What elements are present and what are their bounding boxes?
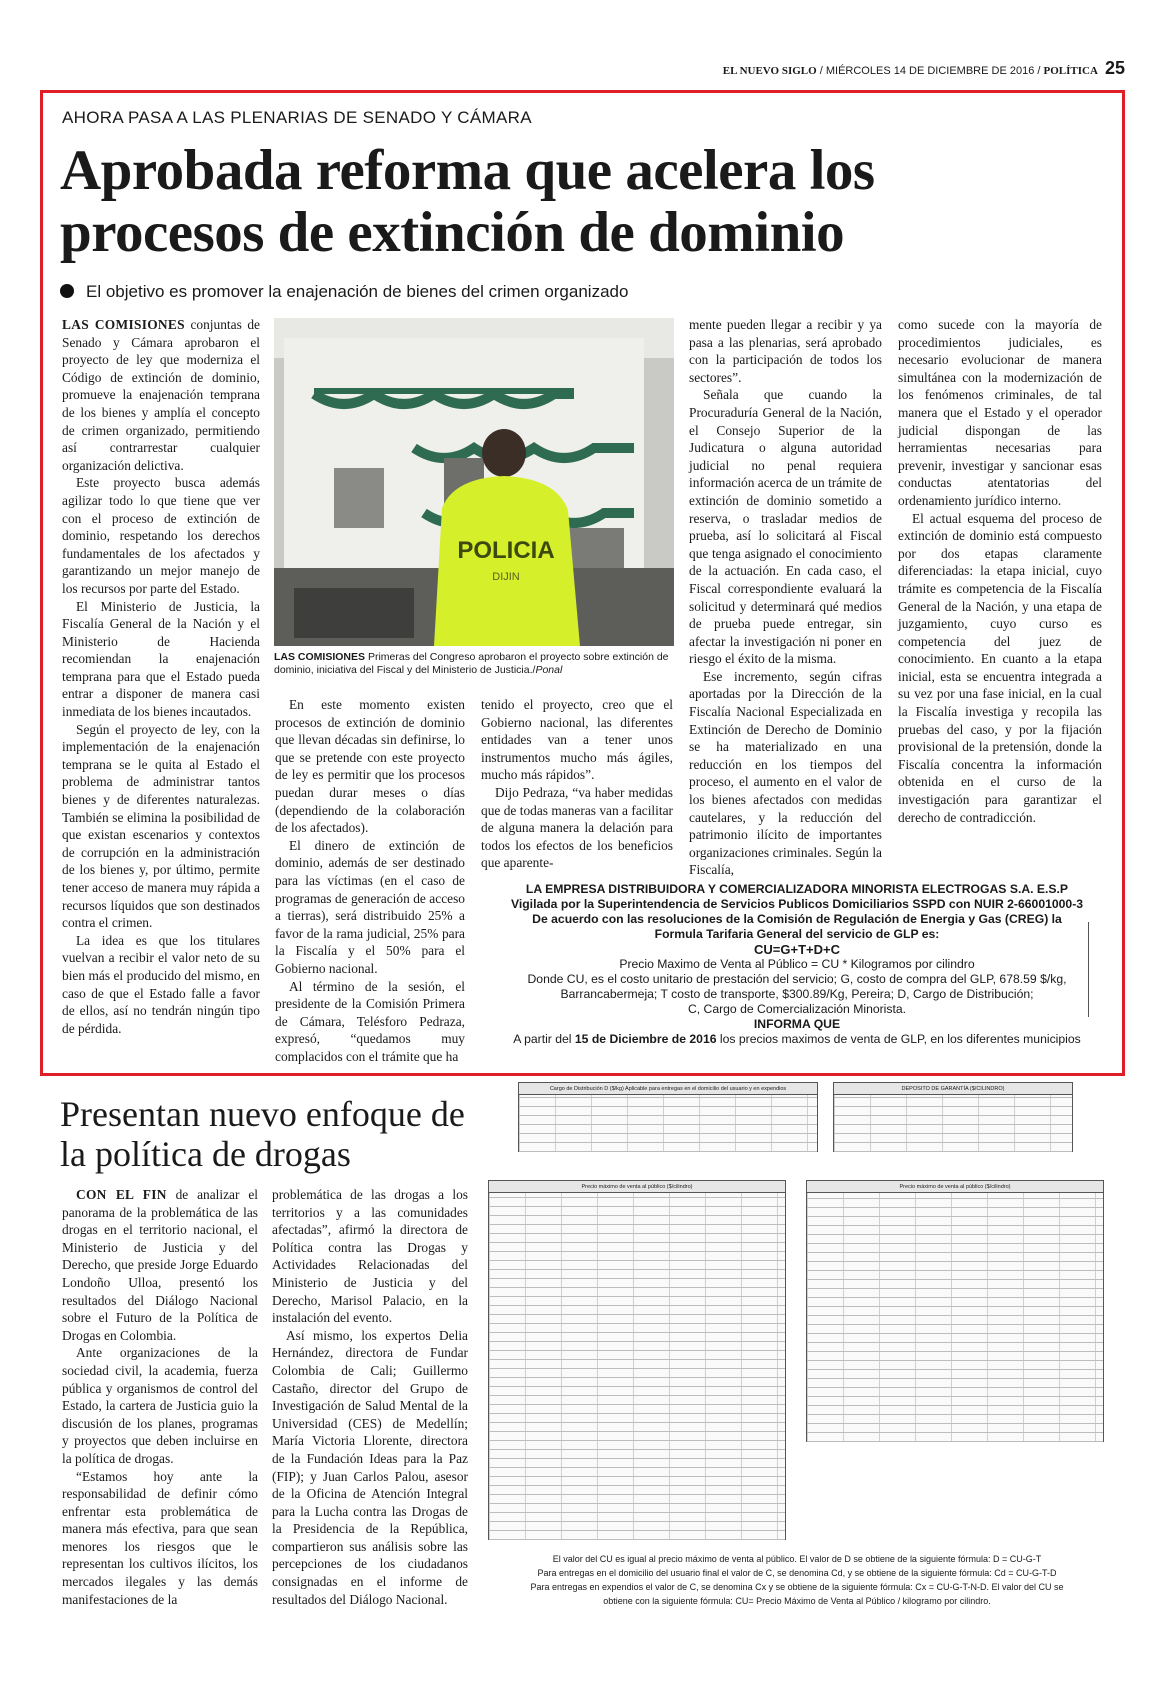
- price-tables: [488, 1082, 1106, 1642]
- paper-name: EL NUEVO SIGLO: [722, 65, 817, 77]
- caption-credit: Ponal: [535, 664, 563, 676]
- story1-paragraph: Según el proyecto de ley, con la implementación de la enajenación temprana se le quita al Estado el problema de administrar tantos bienes y de diferentes naturalezas. También se elimina la posibilidad de que existan escenarios y contextos de corrupción en la administración de los bienes y, por último, permite tener acceso de manera muy rápida a recursos líquidos que son destinados contra el crimen.: [62, 721, 260, 931]
- story2-column-2: [272, 1186, 468, 1608]
- story1-column-3: [481, 696, 673, 872]
- story1-paragraph: Señala que cuando la Procuraduría General de la Nación, el Consejo Superior de la Judicatura o alguna autoridad judicial no penal requiera información acerca de un trámite de extinción de dominio sometido a reserva, o trasladar medios de prueba, así lo solicitará al Fiscal que tenga asignado el conocimiento de la actuación. En cada caso, el Fiscal correspondiente evaluará la solicitud y determinará qué medios de prueba puede entregar, sin afectar la investigación ni poner en riesgo el éxito de la misma.: [689, 387, 882, 667]
- story1-column-1: [62, 316, 260, 1037]
- story1-paragraph: El dinero de extinción de dominio, además de ser destinado para las víctimas (en el caso de programas de generación de acceso a tierras), será distribuido 25% a favor de la rama judicial, 25% para la Fiscalía y el 50% para el Gobierno nacional.: [275, 837, 465, 976]
- story1-paragraph: Ese incremento, según cifras aportadas por la Dirección de la Fiscalía Nacional Especializada en Extinción de Derecho de Dominio se ha materializado en una reducción en los tiempos del proceso, el aumento en el valor de los bienes afectados con medidas cautelares, y la reducción del patrimonio ilícito de importantes organizaciones criminales. Según la Fiscalía,: [689, 668, 882, 878]
- story1-paragraph: mente pueden llegar a recibir y ya pasa a las plenarias, será aprobado con la participación de todos los sectores”.: [689, 317, 882, 385]
- story2-paragraph: problemática de las drogas a los territorios y a las comunidades afectadas”, afirmó la directora de Política contra las Drogas y Actividades Relacionadas del Ministerio de Justicia y del Derecho, Marisol Palacio, en la instalación del evento.: [272, 1187, 468, 1326]
- story1-paragraph: Dijo Pedraza, “va haber medidas que de todas maneras van a facilitar de alguna manera la delación para todos los efectos de los beneficios que aparente-: [481, 784, 673, 871]
- issue-date: MIÉRCOLES 14 DE DICIEMBRE DE 2016: [825, 65, 1035, 77]
- story2-column-1: [62, 1186, 258, 1608]
- tables-notes: El valor del CU es igual al precio máximo de venta al público. El valor de D se obtiene de la siguiente fórmula: D = CU-G-T Para entregas en el domicilio del usuario final el valor de C, se denomina Cd, y se obtiene de la siguiente fórmula: Cd = CU-G-T-D Para entregas en expendios el valor de C, se denomina Cx y se obtiene de la siguiente fórmula: Cx = CU-G-T-N-D. El valor del CU se obtiene con la siguiente fórmula: CU= Precio Máximo de Venta al Público / kilogramo por cilindro.: [530, 1554, 1064, 1606]
- story2-lead: CON EL FIN: [76, 1187, 167, 1202]
- story2-paragraph: CON EL FIN de analizar el panorama de la problemática de las drogas en el territorio nacional, el Ministerio de Justicia y del Derecho, que preside Jorge Eduardo Londoño Ulloa, presentó los resultados del Diálogo Nacional sobre el Futuro de la Política de Drogas en Colombia.: [62, 1187, 258, 1343]
- story1-paragraph: En este momento existen procesos de extinción de dominio que llevan décadas sin definirse, lo que se pretende con este proyecto de ley es permitir que los procesos puedan durar meses o días (dependiendo de la colaboración de los afectados).: [275, 697, 465, 836]
- ad-line: De acuerdo con las resoluciones de la Comisión de Regulación de Energia y Gas (CREG) la: [532, 912, 1062, 926]
- section-name: POLÍTICA: [1043, 65, 1098, 77]
- story2-paragraph: Así mismo, los expertos Delia Hernández, directora de Fundar Colombia de Cali; Guillermo Castaño, director del Grupo de Investigación de Salud Mental de la Universidad (CES) de Medellín; María Victoria Llorente, directora de la Fundación Ideas para la Paz (FIP); y Juan Carlos Palou, asesor de la Oficina de Atención Integral para la Lucha contra las Drogas de la Presidencia de la República, compartieron sus análisis sobre las percepciones de los ciudadanos consignadas en el informe de resultados del Diálogo Nacional.: [272, 1327, 468, 1607]
- story1-kicker: AHORA PASA A LAS PLENARIAS DE SENADO Y CÁMARA: [62, 108, 532, 127]
- masthead: EL NUEVO SIGLO / MIÉRCOLES 14 DE DICIEMBRE DE 2016 / POLÍTICA 25: [722, 58, 1125, 78]
- ad-line: LA EMPRESA DISTRIBUIDORA Y COMERCIALIZADORA MINORISTA ELECTROGAS S.A. E.S.P: [525, 882, 1069, 896]
- ad-line: Formula Tarifaria General del servicio de GLP es:: [654, 927, 940, 941]
- bullet-icon: [60, 284, 74, 298]
- photo-illustration: [274, 318, 674, 646]
- electrogas-notice: [488, 882, 1106, 1074]
- story1-subhead: [60, 282, 628, 302]
- page-number: 25: [1104, 58, 1125, 78]
- ad-line: Precio Maximo de Venta al Público = CU * Kilogramos por cilindro: [619, 957, 975, 971]
- ad-formula: CU=G+T+D+C: [754, 942, 840, 957]
- story1-column-2: [275, 696, 465, 1065]
- story1-paragraph: Este proyecto busca además agilizar todo lo que tiene que ver con el proceso de extinción de dominio, respetando los derechos fundamentales de los afectados y garantizando un mejor manejo de los recursos por parte del Estado.: [62, 475, 260, 596]
- story1-column-4: [689, 316, 882, 879]
- story1-lead: LAS COMISIONES: [62, 317, 185, 332]
- story1-paragraph: tenido el proyecto, creo que el Gobierno nacional, las diferentes entidades van a tener unos instrumentos mucho más ágiles, mucho más rápidos”.: [481, 697, 673, 783]
- story1-paragraph: El Ministerio de Justicia, la Fiscalía General de la Nación y el Ministerio de Hacienda recomiendan la enajenación temprana para que el Estado pueda entrar a disponer de manera casi inmediata de los bienes incautados.: [62, 598, 260, 720]
- story1-paragraph: como sucede con la mayoría de procedimientos judiciales, es necesario evolucionar de manera simultánea con la modernización de los fenómenos criminales, de tal manera que el Estado y el operador judicial dispongan de las herramientas necesarias para prevenir, investigar y sancionar esas conductas atentatorias del ordenamiento jurídico interno.: [898, 317, 1102, 508]
- ad-line: Barrancabermeja; T costo de transporte, $300.89/Kg, Pereira; D, Cargo de Distribución;: [560, 987, 1034, 1001]
- ad-line: Vigilada por la Superintendencia de Servicios Publicos Domiciliarios SSPD con NUIR 2-66001000-3: [510, 897, 1084, 911]
- story2-paragraph: “Estamos hoy ante la responsabilidad de definir cómo enfrentar esta problemática de manera más efectiva, para que sean menores los riesgos que le representan los cultivos ilícitos, los mercados ilegales y las demás manifestaciones de la: [62, 1468, 258, 1607]
- story1-paragraph: LAS COMISIONES conjuntas de Senado y Cámara aprobaron el proyecto de ley que moderniza el Código de extinción de dominio, promueve la enajenación temprana de los bienes y amplía el concepto de crimen organizado, permitiendo así contrarrestar cualquier organización delictiva.: [62, 317, 260, 473]
- svg-text:DIJIN: DIJIN: [492, 571, 520, 583]
- story1-photo: [274, 318, 674, 646]
- story2-paragraph: Ante organizaciones de la sociedad civil, la academia, fuerza pública y organismos de control del Estado, la cartera de Justicia guio la discusión de los planes, programas y proyectos que deben incluirse en la política de drogas.: [62, 1345, 258, 1466]
- ad-line: C, Cargo de Comercialización Minorista.: [687, 1002, 907, 1016]
- caption-bold: LAS COMISIONES: [274, 651, 366, 663]
- guarantee-deposit-table: DEPOSITO DE GARANTÍA ($/CILINDRO): [833, 1082, 1073, 1152]
- story1-paragraph: El actual esquema del proceso de extinción de dominio está compuesto por dos etapas claramente diferenciadas: la etapa inicial, cuyo trámite es competencia de la Fiscalía General de la Nación, y una etapa de juzgamiento, cuyo curso es competencia del juez de conocimiento. En cuanto a la etapa inicial, esta se encuentra integrada a su vez por una fase inicial, en la cual la Fiscalía investiga y recopila las pruebas del caso, y por la fijación provisional de la pretensión, donde la Fiscalía concentra la información obtenida en el curso de la investigación para garantizar el derecho de contradicción.: [898, 510, 1102, 825]
- vest-text: POLICIA: [457, 537, 555, 564]
- ad-line: Donde CU, es el costo unitario de prestación del servicio; G, costo de compra del GLP, 678.59 $/kg,: [527, 972, 1067, 986]
- distribution-charge-table: Cargo de Distribución D ($/kg) Aplicable para entregas en el domicilio del usuario y en expendios: [518, 1082, 818, 1152]
- story1-paragraph: La idea es que los titulares vuelvan a recibir el valor neto de su bien más el producido del mismo, en caso de que el Estado falle a favor de ellos, así no tendrán ningún tipo de pérdida.: [62, 932, 260, 1036]
- ad-line: A partir del 15 de Diciembre de 2016 los precios maximos de venta de GLP, en los diferentes municipios: [513, 1032, 1081, 1046]
- sspd-logo-icon: [1088, 922, 1104, 1017]
- story1-column-5: [898, 316, 1102, 826]
- story1-headline: Aprobada reforma que acelera los procesos de extinción de dominio: [60, 139, 875, 264]
- price-table-quindio-caldas: Precio máximo de venta al público ($/cilindro): [806, 1180, 1104, 1442]
- story1-subhead-text: El objetivo es promover la enajenación de bienes del crimen organizado: [86, 282, 629, 301]
- price-table-risaralda-valle: Precio máximo de venta al público ($/cilindro): [488, 1180, 786, 1540]
- ad-informa: INFORMA QUE: [753, 1017, 841, 1031]
- story2-headline: Presentan nuevo enfoque de la política de drogas: [60, 1094, 465, 1174]
- story1-paragraph: Al término de la sesión, el presidente de la Comisión Primera de Cámara, Telésforo Pedraza, expresó, “quedamos muy complacidos con el trámite que ha: [275, 978, 465, 1064]
- caption-text: Primeras del Congreso aprobaron el proyecto sobre extinción de dominio, iniciativa del Fiscal y del Ministerio de Justicia./: [274, 651, 669, 676]
- photo-caption: [274, 651, 674, 677]
